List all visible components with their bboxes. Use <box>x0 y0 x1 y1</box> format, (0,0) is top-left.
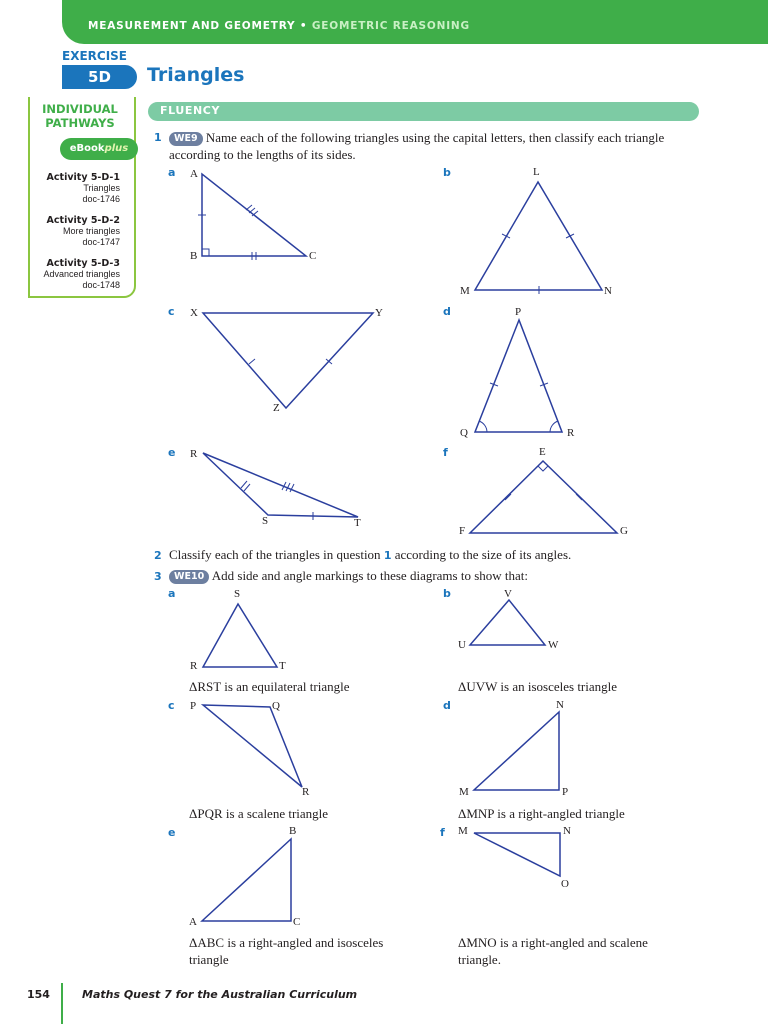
q3e-caption: ΔABC is a right-angled and isosceles triangle <box>189 935 384 967</box>
q1-part-a: a <box>168 166 176 179</box>
vertex-label: S <box>262 515 269 527</box>
q3-part-d: d <box>443 699 451 712</box>
vertex-label: N <box>604 285 612 297</box>
worked-example-badge[interactable]: WE9 <box>169 132 203 146</box>
vertex-label: X <box>190 307 198 319</box>
activity-link-5-d-3[interactable]: Activity 5-D-3 Advanced triangles doc-1748 <box>43 258 120 290</box>
vertex-label: Q <box>272 700 280 712</box>
vertex-label: W <box>548 639 559 651</box>
vertex-label: R <box>302 786 310 798</box>
vertex-label: G <box>620 525 628 537</box>
question-2-text: Classify each of the triangles in question 1 according to the size of its angles. <box>169 547 572 562</box>
q3-part-e: e <box>168 826 176 839</box>
q1d-triangle <box>475 320 562 432</box>
exercise-label: EXERCISE <box>62 49 127 63</box>
q1c-triangle <box>203 313 373 408</box>
vertex-label: Z <box>273 402 280 414</box>
vertex-label: C <box>309 250 317 262</box>
vertex-label: R <box>567 427 575 439</box>
vertex-label: A <box>190 168 198 180</box>
vertex-label: T <box>354 517 361 529</box>
question-1-text: WE9 Name each of the following triangles using the capital letters, then classify each triangle according to the lengths of its sides. <box>169 130 665 162</box>
vertex-label: P <box>515 306 522 318</box>
q3-part-a: a <box>168 587 176 600</box>
vertex-label: Y <box>375 307 383 319</box>
question-2-number: 2 <box>154 549 162 562</box>
vertex-label: P <box>562 786 569 798</box>
footer-divider <box>61 983 63 1024</box>
vertex-label: M <box>460 285 470 297</box>
q3b-triangle <box>470 600 545 645</box>
q1e-triangle <box>203 453 358 517</box>
vertex-label: C <box>293 916 301 928</box>
vertex-label: S <box>234 588 241 600</box>
vertex-label: O <box>561 878 569 890</box>
book-title: Maths Quest 7 for the Australian Curriculum <box>82 988 358 1001</box>
page-title: Triangles <box>147 64 245 86</box>
question-3-number: 3 <box>154 570 162 583</box>
q3d-caption: ΔMNP is a right-angled triangle <box>458 806 625 821</box>
vertex-label: A <box>189 916 197 928</box>
question-3-text: WE10 Add side and angle markings to these diagrams to show that: <box>169 567 528 584</box>
vertex-label: L <box>533 166 540 178</box>
vertex-label: Q <box>460 427 468 439</box>
vertex-label: F <box>459 525 466 537</box>
q1-part-c: c <box>168 305 175 318</box>
vertex-label: M <box>459 786 469 798</box>
q3c-caption: ΔPQR is a scalene triangle <box>189 806 329 821</box>
exercise-number: 5D <box>62 65 137 89</box>
q1-part-b: b <box>443 166 451 179</box>
ebookplus-button[interactable]: eBookplus <box>60 138 138 160</box>
q3f-triangle <box>474 833 560 876</box>
vertex-label: V <box>504 588 512 600</box>
vertex-label: U <box>458 639 466 651</box>
q3b-caption: ΔUVW is an isosceles triangle <box>458 679 618 694</box>
question-1-number: 1 <box>154 131 162 144</box>
q3-part-b: b <box>443 587 451 600</box>
vertex-label: R <box>190 448 198 460</box>
q3e-triangle <box>202 839 291 921</box>
vertex-label: T <box>279 660 286 672</box>
vertex-label: E <box>539 446 546 458</box>
vertex-label: N <box>556 699 564 711</box>
q1a-triangle <box>202 174 306 256</box>
vertex-label: P <box>190 700 197 712</box>
vertex-label: M <box>458 825 468 837</box>
chapter-header-text: MEASUREMENT AND GEOMETRY • GEOMETRIC REASONING <box>88 20 470 32</box>
page-number: 154 <box>27 988 50 1001</box>
q1-part-e: e <box>168 446 176 459</box>
q3a-triangle <box>203 604 277 667</box>
q3a-caption: ΔRST is an equilateral triangle <box>189 679 350 694</box>
fluency-label: FLUENCY <box>160 104 221 117</box>
q3f-caption: ΔMNO is a right-angled and scalene triangle. <box>458 935 648 967</box>
vertex-label: B <box>289 825 297 837</box>
q3c-triangle <box>203 705 302 787</box>
q1b-triangle <box>475 182 602 290</box>
vertex-label: B <box>190 250 198 262</box>
vertex-label: N <box>563 825 571 837</box>
q3-part-c: c <box>168 699 175 712</box>
q1f-triangle <box>470 461 617 533</box>
activity-link-5-d-1[interactable]: Activity 5-D-1 Triangles doc-1746 <box>46 172 120 204</box>
individual-pathways-title: INDIVIDUAL PATHWAYS <box>42 102 118 130</box>
q1-part-d: d <box>443 305 451 318</box>
q3-part-f: f <box>440 826 445 839</box>
q1-part-f: f <box>443 446 448 459</box>
q3d-triangle <box>474 712 559 790</box>
vertex-label: R <box>190 660 198 672</box>
worked-example-badge[interactable]: WE10 <box>169 570 209 584</box>
activity-link-5-d-2[interactable]: Activity 5-D-2 More triangles doc-1747 <box>46 215 120 247</box>
